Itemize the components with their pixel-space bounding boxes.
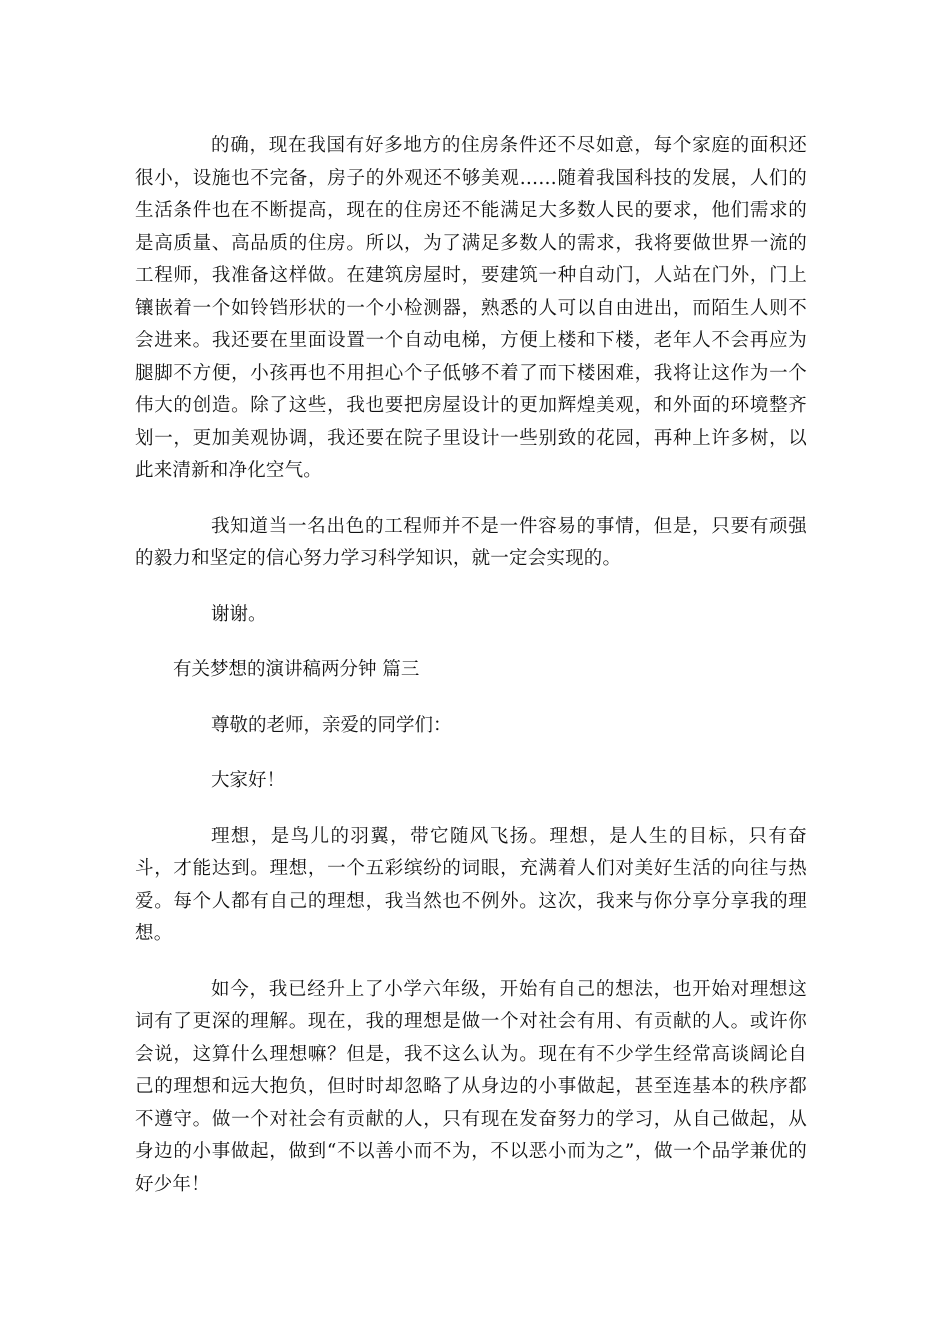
paragraph-gap	[135, 798, 807, 821]
paragraph-gap	[135, 687, 807, 710]
paragraph-gap	[135, 576, 807, 599]
paragraph-gap	[135, 488, 807, 511]
paragraph-thanks: 谢谢。	[211, 603, 267, 625]
paragraph-greeting: 尊敬的老师，亲爱的同学们：	[211, 714, 452, 736]
section-heading: 有关梦想的演讲稿两分钟 篇三	[173, 659, 420, 680]
paragraph-gap	[135, 951, 807, 974]
paragraph-gap	[135, 742, 807, 765]
paragraph-hello: 大家好！	[211, 770, 286, 791]
paragraph-gap	[135, 631, 807, 654]
paragraph-ideal-intro: 理想，是鸟儿的羽翼，带它随风飞扬。理想，是人生的目标，只有奋斗，才能达到。理想，一个五彩缤纷的词眼，充满着人们对美好生活的向往与热爱。每个人都有自己的理想，我当然也不例外。这次，我来与你分享分享我的理想。	[135, 825, 807, 944]
paragraph-ideal-detail: 如今，我已经升上了小学六年级，开始有自己的想法，也开始对理想这词有了更深的理解。现在，我的理想是做一个对社会有用、有贡献的人。或许你会说，这算什么理想嘛？但是，我不这么认为。现在有不少学生经常高谈阔论自己的理想和远大抱负，但时时却忽略了从身边的小事做起，甚至连基本的秩序都不遵守。做一个对社会有贡献的人，只有现在发奋努力的学习，从自己做起，从身边的小事做起，做到“不以善小而不为，不以恶小而为之”，做一个品学兼优的好少年！	[135, 978, 807, 1195]
document-body	[135, 130, 807, 1201]
paragraph-engineer-conclusion: 我知道当一名出色的工程师并不是一件容易的事情，但是，只要有顽强的毅力和坚定的信心努力学习科学知识，就一定会实现的。	[135, 515, 807, 569]
paragraph-housing-plan: 的确，现在我国有好多地方的住房条件还不尽如意，每个家庭的面积还很小，设施也不完备，房子的外观还不够美观……随着我国科技的发展，人们的生活条件也在不断提高，现在的住房还不能满足大多数人民的要求，他们需求的是高质量、高品质的住房。所以，为了满足多数人的需求，我将要做世界一流的工程师，我准备这样做。在建筑房屋时，要建筑一种自动门，人站在门外，门上镶嵌着一个如铃铛形状的一个小检测器，熟悉的人可以自由进出，而陌生人则不会进来。我还要在里面设置一个自动电梯，方便上楼和下楼，老年人不会再应为腿脚不方便，小孩再也不用担心个子低够不着了而下楼困难，我将让这作为一个伟大的创造。除了这些，我也要把房屋设计的更加辉煌美观，和外面的环境整齐划一，更加美观协调，我还要在院子里设计一些别致的花园，再种上许多树，以此来清新和净化空气。	[135, 135, 807, 481]
